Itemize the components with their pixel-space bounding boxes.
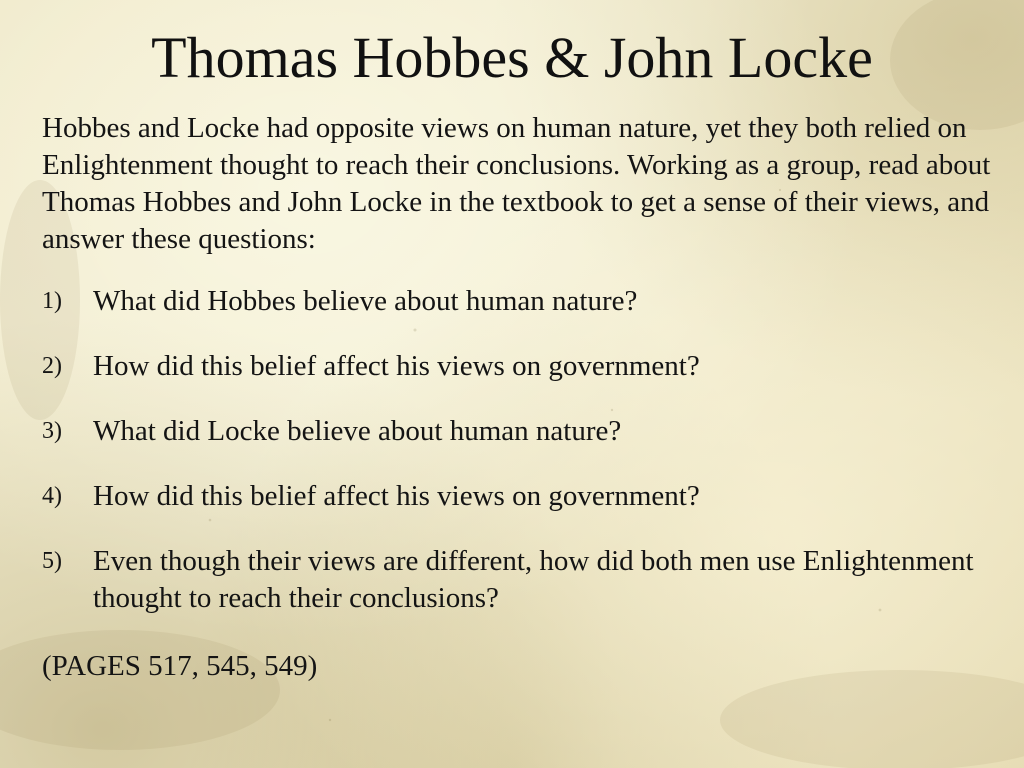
question-number: 4) <box>42 483 62 509</box>
question-number: 1) <box>42 288 62 314</box>
question-text: Even though their views are different, how did both men use Enlightenment thought to reach their conclusions? <box>93 545 974 614</box>
question-text: How did this belief affect his views on government? <box>93 480 700 512</box>
question-item <box>42 348 982 385</box>
intro-paragraph: Hobbes and Locke had opposite views on human nature, yet they both relied on Enlightenment thought to reach their conclusions. Working as a group, read about Thomas Hobbes and John Locke in the textbook to get a sense of their views, and answer these questions: <box>42 112 991 255</box>
question-text: What did Hobbes believe about human nature? <box>93 285 638 317</box>
question-item <box>42 543 982 617</box>
page-references: (PAGES 517, 545, 549) <box>42 650 318 682</box>
question-item <box>42 478 982 515</box>
question-item <box>42 283 982 320</box>
question-text: How did this belief affect his views on government? <box>93 350 700 382</box>
slide-title: Thomas Hobbes & John Locke <box>151 25 873 90</box>
question-list <box>42 283 982 645</box>
question-number: 2) <box>42 353 62 379</box>
question-item <box>42 413 982 450</box>
question-number: 3) <box>42 418 62 444</box>
question-text: What did Locke believe about human nature? <box>93 415 622 447</box>
question-number: 5) <box>42 548 62 574</box>
